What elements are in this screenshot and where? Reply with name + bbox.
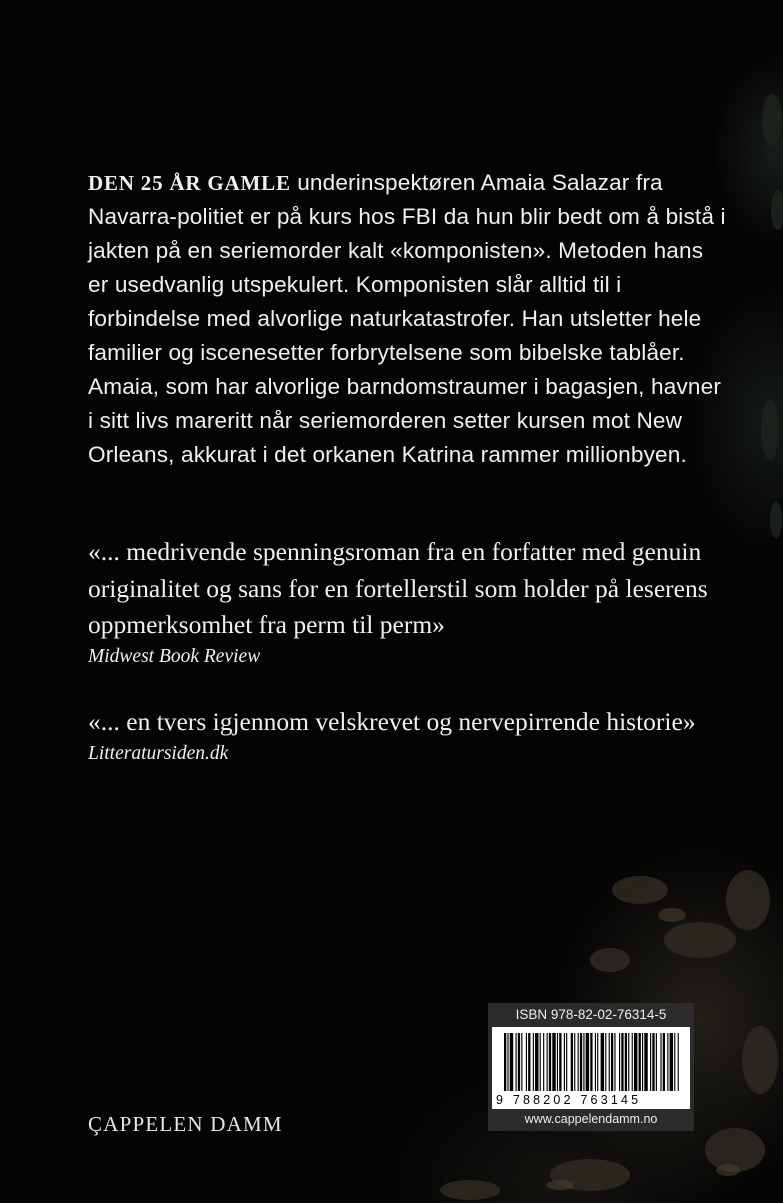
publisher-logo: ÇAPPELEN DAMM — [88, 1112, 283, 1136]
review-quote-text: «... en tvers igjennom velskrevet og nervepirrende historie» — [88, 707, 696, 736]
review-source: Litteratursiden.dk — [88, 742, 229, 764]
isbn-label: ISBN 978-82-02-76314-5 — [515, 1007, 667, 1022]
isbn-barcode-panel — [488, 1003, 694, 1131]
synopsis-body: underinspektøren Amaia Salazar fra Navarra-politiet er på kurs hos FBI da hun blir bedt om å bistå i jakten på en seriemorder kalt «komponisten». Metoden hans er usedvanlig utspekulert. Komponisten slår alltid til i forbindelse med alvorlige naturkatastrofer. Han utsletter hele familier og iscenesetter forbrytelsene som bibelske tablåer. Amaia, som har alvorlige barndomstraumer i bagasjen, havner i sitt livs mareritt når seriemorderen setter kursen mot New Orleans, akkurat i det orkanen Katrina rammer millionbyen. — [88, 170, 726, 467]
review-quote — [88, 534, 748, 670]
synopsis-lead: DEN 25 ÅR GAMLE — [88, 171, 291, 195]
publisher-website: www.cappelendamm.no — [524, 1112, 658, 1126]
synopsis-text — [88, 166, 728, 472]
review-quote-text: «... medrivende spenningsroman fra en forfatter med genuin originalitet og sans for en fortellerstil som holder på leserens oppmerksomhet fra perm til perm» — [88, 537, 708, 639]
review-source: Midwest Book Review — [88, 645, 261, 667]
review-quote — [88, 704, 748, 767]
barcode-digits: 9 788202 763145 — [496, 1093, 642, 1107]
barcode — [492, 1027, 690, 1109]
